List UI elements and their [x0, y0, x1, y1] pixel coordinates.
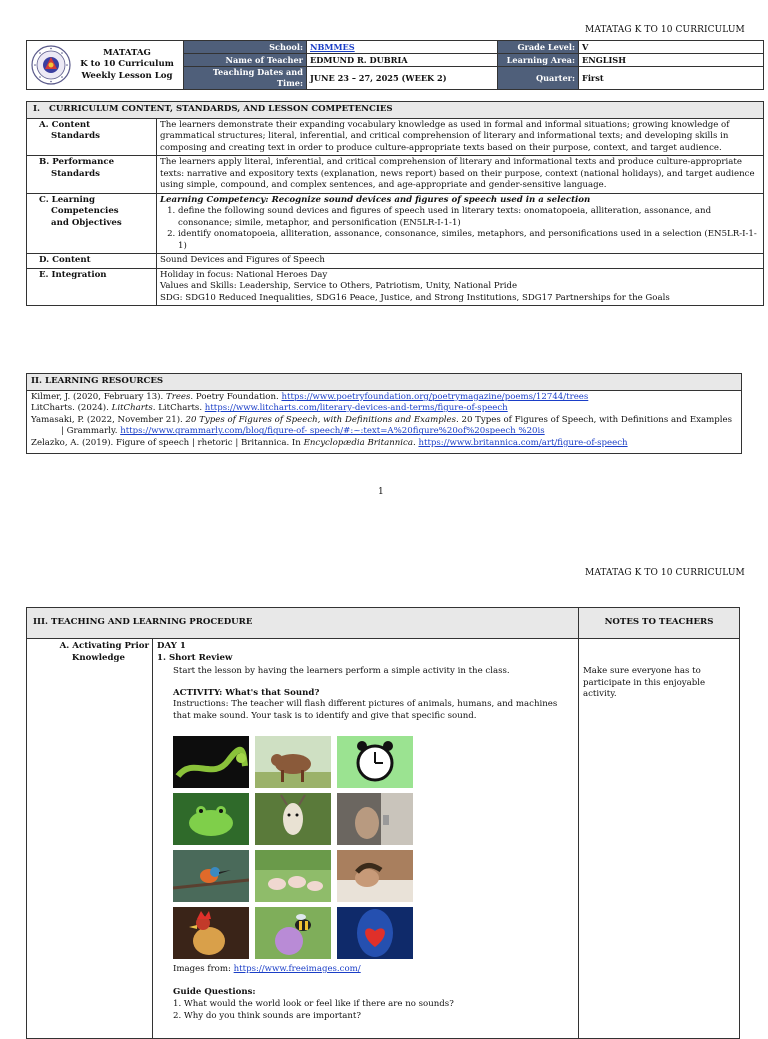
performance-standards-label: B. Performance Standards	[27, 156, 157, 194]
reference-item: Zelazko, A. (2019). Figure of speech | rhetoric | Britannica. In Encyclopædia Britannica. https://www.britannica.com/art/figure-of-speech	[31, 437, 628, 448]
frog-photo	[173, 793, 249, 845]
day-label: DAY 1	[157, 641, 186, 651]
snake-photo	[173, 736, 249, 788]
procedure-content	[157, 641, 573, 723]
activating-prior-knowledge-label: A. Activating Prior Knowledge	[59, 641, 149, 663]
integration-cell: Holiday in focus: National Heroes Day Values and Skills: Leadership, Service to Others, Patriotism, Unity, National Pride SDG: SDG10 Reduced Inequalities, SDG16 Peace, Justice, and Strong Institutions, SDG17 Partnerships for the Goals	[157, 268, 764, 306]
content-standards-text: The learners demonstrate their expanding vocabulary knowledge as used in formal and informal situations; growing knowledge of grammatical structures; literal, inferential, and critical comprehension of literary and informational texts; and developing skills in composing and creating text in order to produce culture-appropriate texts based on their purpose, context, and target audience.	[157, 118, 764, 156]
reference-item: Kilmer, J. (2020, February 13). Trees. Poetry Foundation. https://www.poetryfoundation.org/poetrymagazine/poems/12744/trees	[31, 391, 589, 402]
dates-value: JUNE 23 – 27, 2025 (WEEK 2)	[307, 67, 498, 90]
activity-title: ACTIVITY: What's that Sound?	[173, 687, 320, 698]
activity-instructions: Instructions: The teacher will flash different pictures of animals, humans, and machines that make sound. Your task is to identify and give that specific sound.	[173, 699, 558, 721]
person-door-photo	[337, 793, 413, 845]
teacher-label: Name of Teacher	[184, 54, 307, 67]
competencies-label: C. Learning Competencies and Objectives	[27, 193, 157, 254]
goat-photo	[255, 793, 331, 845]
pigs-photo	[255, 850, 331, 902]
reference-link[interactable]: https://www.grammarly.com/blog/figure-of- speech/#:~:text=A%20figure%20of%20speech %20is	[120, 426, 545, 437]
reference-link[interactable]: https://www.poetryfoundation.org/poetrymagazine/poems/12744/trees	[281, 391, 589, 402]
objective-item: 2. identify onomatopoeia, alliteration, assonance, consonance, similes, metaphors, and personifications used in a selection (EN5LR-I-1-1)	[178, 229, 760, 252]
curriculum-table	[26, 101, 764, 306]
bird-photo	[173, 850, 249, 902]
content-text: Sound Devices and Figures of Speech	[157, 254, 764, 269]
page-number: 1	[378, 487, 384, 497]
curriculum-tag: MATATAG K TO 10 CURRICULUM	[585, 568, 745, 578]
learning-resources	[26, 373, 742, 454]
school-link[interactable]: NBMMES	[310, 41, 355, 52]
guide-question: 1. What would the world look or feel like if there are no sounds?	[173, 999, 454, 1009]
quarter-label: Quarter:	[498, 67, 579, 90]
short-review-heading: 1. Short Review	[157, 652, 233, 663]
performance-standards-text: The learners apply literal, inferential, and critical comprehension of literary and informational texts and produce culture-appropriate texts: narrative and expository texts (explanation, news report) based on their purpose, context (national holidays), and target audience using simple, compound, and complex sentences, and age-appropriate and gender-sensitive language.	[157, 156, 764, 194]
content-label: D. Content	[27, 254, 157, 269]
images-source-link[interactable]: https://www.freeimages.com/	[233, 964, 361, 974]
rooster-photo	[173, 907, 249, 959]
area-value: ENGLISH	[579, 54, 764, 67]
cow-photo	[255, 736, 331, 788]
header-table	[26, 40, 764, 90]
reference-item: LitCharts. (2024). LitCharts. LitCharts. https://www.litcharts.com/literary-devices-and-terms/figure-of-speech	[31, 403, 508, 414]
objectives-list	[160, 206, 760, 252]
deped-seal-icon	[31, 45, 71, 85]
curriculum-tag: MATATAG K TO 10 CURRICULUM	[585, 25, 745, 35]
reference-link[interactable]: https://www.britannica.com/art/figure-of-speech	[418, 437, 628, 448]
teacher-note: Make sure everyone has to participate in this enjoyable activity.	[583, 666, 706, 700]
notes-title: NOTES TO TEACHERS	[579, 608, 739, 639]
dates-label: Teaching Dates and Time:	[184, 67, 307, 90]
sleeping-person-photo	[337, 850, 413, 902]
org-title: MATATAG K to 10 Curriculum Weekly Lesson Log	[80, 47, 174, 81]
school-label: School:	[184, 41, 307, 54]
content-standards-label: A. Content Standards	[27, 118, 157, 156]
header-logo-cell	[27, 41, 184, 90]
intro-text: Start the lesson by having the learners perform a simple activity in the class.	[173, 666, 510, 677]
competency-heading: Learning Competency: Recognize sound devices and figures of speech used in a selection	[160, 194, 591, 205]
integration-label: E. Integration	[27, 268, 157, 306]
alarm-clock-photo	[337, 736, 413, 788]
grade-label: Grade Level:	[498, 41, 579, 54]
teacher-value: EDMUND R. DUBRIA	[307, 54, 498, 67]
area-label: Learning Area:	[498, 54, 579, 67]
guide-question: 2. Why do you think sounds are important?	[173, 1011, 361, 1021]
reference-link[interactable]: https://www.litcharts.com/literary-devices-and-terms/figure-of-speech	[204, 403, 508, 414]
school-value	[307, 41, 498, 54]
reference-item: Yamasaki, P. (2022, November 21). 20 Types of Figures of Speech, with Definitions and Examples. 20 Types of Figures of Speech, with Definitions and Examples | Grammarly. https://www.grammarly.com/blog/figure-of- speech/#:~:text=A%20figure%20of%20speech %20is	[31, 414, 733, 437]
grade-value: V	[579, 41, 764, 54]
images-source: Images from: https://www.freeimages.com/	[173, 964, 361, 974]
bee-photo	[255, 907, 331, 959]
section3-title: III. TEACHING AND LEARNING PROCEDURE	[27, 608, 584, 639]
heart-photo	[337, 907, 413, 959]
objective-item: 1. define the following sound devices and figures of speech used in literary texts: onomatopoeia, alliteration, assonance, and consonance; simile, metaphor, and personification (EN5LR-I-1-1)	[178, 206, 760, 229]
section1-title: I. CURRICULUM CONTENT, STANDARDS, AND LESSON COMPETENCIES	[27, 102, 764, 119]
section2-title: II. LEARNING RESOURCES	[27, 374, 741, 391]
procedure-table	[26, 607, 740, 1039]
quarter-value: First	[579, 67, 764, 90]
competencies-cell	[157, 193, 764, 254]
guide-questions-title: Guide Questions:	[173, 987, 256, 997]
